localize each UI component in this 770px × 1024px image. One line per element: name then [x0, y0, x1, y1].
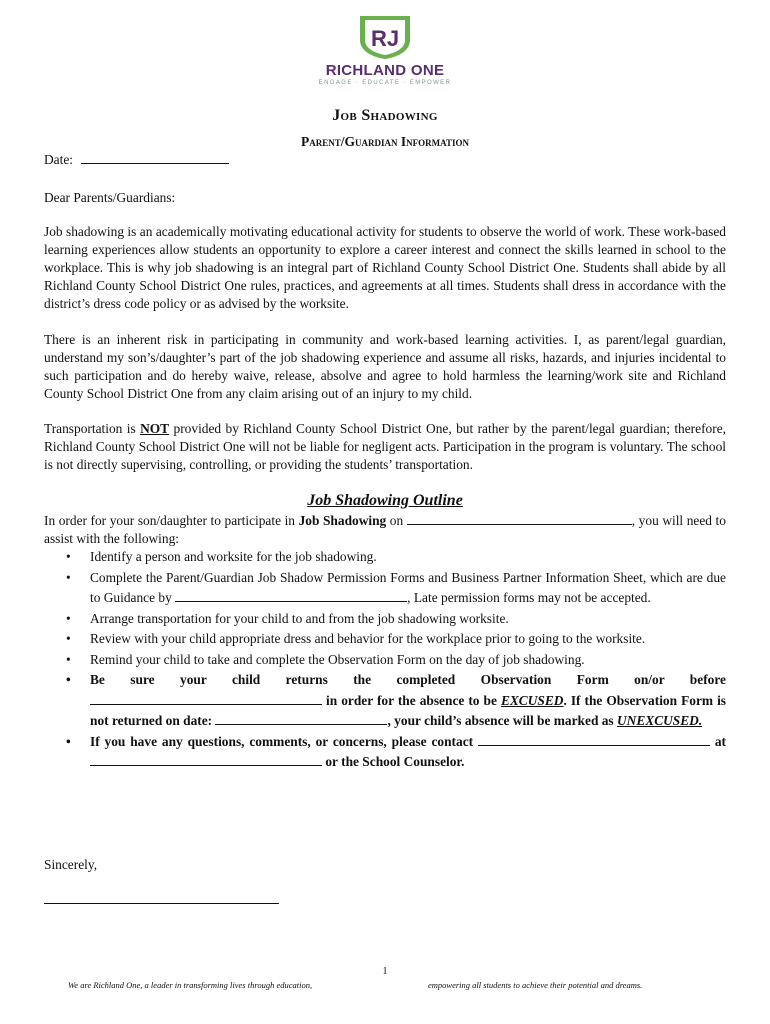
- bullet-text: Complete the Parent/Guardian Job Shadow Permission Forms and Business Partner Information Sheet, which are due to Guidance by: [90, 569, 726, 605]
- shield-icon: [356, 14, 414, 60]
- footer-left: We are Richland One, a leader in transforming lives through education,: [68, 980, 313, 990]
- excused-text: EXCUSED: [500, 692, 564, 708]
- transport-text-b: provided by Richland County School District One, but rather by the parent/legal guardian; therefore, Richland County School District One will not be liable for negligent acts. Participation in the program is voluntary. The school is not directly supervising, controlling, or providing the students’ transportation.: [44, 421, 726, 472]
- outline-title: Job Shadowing Outline: [307, 492, 463, 509]
- contact-info-blank[interactable]: [90, 753, 322, 766]
- logo-tagline: ENGAGE · EDUCATE · EMPOWER: [318, 80, 452, 86]
- bullet-text: , your child’s absence will be marked as: [387, 713, 617, 728]
- list-item: [44, 732, 726, 773]
- intro-text-b: on: [386, 513, 404, 528]
- intro-text-a: In order for your son/daughter to participate in: [44, 513, 299, 528]
- page-number: 1: [382, 966, 388, 977]
- date-label: Date:: [44, 152, 73, 167]
- closing: Sincerely,: [44, 857, 98, 872]
- transport-not: NOT: [140, 421, 170, 436]
- form-date-blank[interactable]: [215, 712, 387, 725]
- paragraph-transportation: [44, 420, 726, 474]
- bullet-text: in order for the absence to be: [322, 692, 501, 708]
- paragraph-risk: There is an inherent risk in participating in community and work-based learning activities. I, as parent/legal guardian, understand my son’s/daughter’s part of the job shadowing experience and assume all risks, hazards, and injuries incidental to such participation and do hereby waive, release, absolve and agree to hold harmless the learning/work site and Richland County School District One from any claim arising out of an injury to my child.: [44, 332, 726, 401]
- footer-right: empowering all students to achieve their potential and dreams.: [428, 980, 643, 990]
- shadow-date-blank[interactable]: [407, 512, 632, 525]
- date-row: [44, 151, 726, 169]
- signature-line[interactable]: [44, 903, 279, 904]
- list-item: [44, 609, 726, 630]
- paragraph-intro: Job shadowing is an academically motivating educational activity for students to observe the world of work. These work-based learning experiences allow students an opportunity to explore a career interest and connect the skills learned in school to the workplace. This is why job shadowing is an integral part of Richland County School District One. Students shall abide by all Richland County School District One rules, practices, and agreements at all times. Students shall dress in accordance with the district’s dress code policy or as advised by the worksite.: [44, 224, 726, 311]
- list-item: [44, 670, 726, 732]
- bullet-text: Be sure your child returns the completed Observation Form on/or before: [90, 672, 726, 687]
- bullet-text: Review with your child appropriate dress and behavior for the workplace prior to going to the worksite.: [90, 631, 646, 646]
- date-blank[interactable]: [81, 151, 229, 164]
- bullet-text: , Late permission forms may not be accepted.: [407, 590, 651, 605]
- unexcused-text: UNEXCUSED.: [617, 713, 703, 728]
- outline-list: [44, 547, 726, 773]
- bullet-text: If you have any questions, comments, or concerns, please contact: [90, 733, 474, 749]
- district-logo: [0, 14, 770, 86]
- list-item: [44, 568, 726, 609]
- bullet-text: . If the Observation Form is not returned on date:: [90, 692, 726, 728]
- bullet-text: or the School Counselor.: [325, 754, 465, 769]
- intro-text-c: , you will need to assist with the following:: [44, 513, 726, 546]
- intro-bold: Job Shadowing: [298, 513, 387, 528]
- document-title: Job Shadowing: [332, 107, 438, 124]
- logo-name: RICHLAND ONE: [325, 62, 445, 79]
- greeting: Dear Parents/Guardians:: [44, 190, 176, 205]
- bullet-text: at: [714, 733, 726, 749]
- return-date-blank[interactable]: [90, 692, 322, 705]
- list-item: [44, 547, 726, 568]
- guidance-date-blank[interactable]: [175, 589, 407, 602]
- list-item: [44, 650, 726, 671]
- logo-initials: RJ: [370, 26, 400, 51]
- bullet-text: Arrange transportation for your child to and from the job shadowing worksite.: [90, 610, 509, 626]
- bullet-text: Identify a person and worksite for the job shadowing.: [90, 549, 377, 564]
- document-subtitle: Parent/Guardian Information: [301, 134, 469, 149]
- contact-name-blank[interactable]: [478, 733, 710, 746]
- bullet-text: Remind your child to take and complete the Observation Form on the day of job shadowing.: [90, 651, 585, 667]
- transport-text-a: Transportation is: [44, 421, 141, 436]
- list-item: [44, 629, 726, 650]
- outline-intro: [44, 512, 726, 548]
